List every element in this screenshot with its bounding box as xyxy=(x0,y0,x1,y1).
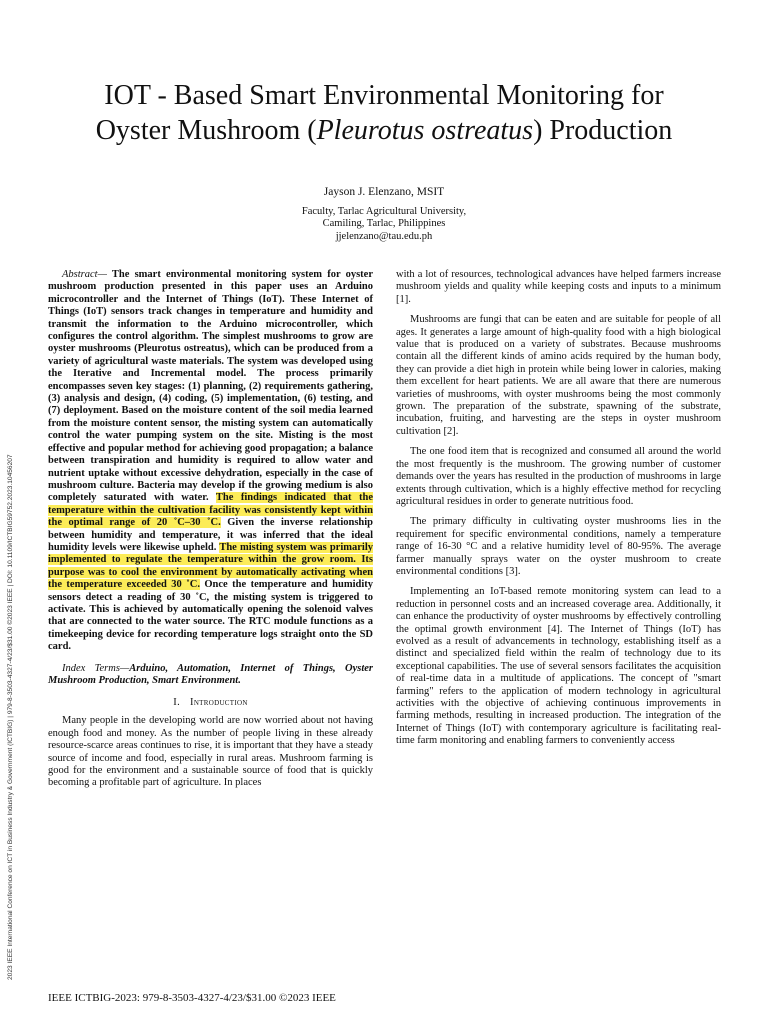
author-email: jjelenzano@tau.edu.ph xyxy=(335,230,433,242)
author-affiliation-line-1: Faculty, Tarlac Agricultural University, xyxy=(301,205,467,217)
body-paragraph-2: Mushrooms are fungi that can be eaten and are suitable for people of all ages. It generates a large amount of high-quality food with a high biological value that is produced on a variety of substrates. Because mushrooms contain all the different kinds of amino acids required by the human body, they can provide a diet high in protein while being lower in calories, making them excellent for heart patients. We are all aware that there are numerous varieties of mushrooms, with oyster mushrooms being the most commonly grown. The preparation of the substrate, spawning of the substrate, incubation, fruiting, and harvesting are the steps in oyster mushroom cultivation [2]. xyxy=(396,314,721,437)
index-terms xyxy=(48,663,373,688)
body-paragraph-5: Implementing an IoT-based remote monitoring system can lead to a reduction in personnel costs and an increased coverage area. Additionally, it can enhance the productivity of oyster mushrooms by effectively controlling the optimal growth environment [4]. The Internet of Things (IoT) has evolved as a result of advancements in technology, establishing itself as a distinct and specialized field within the realm of technology due to its exceptional capabilities. The use of several sensors facilitates the acquisition of real-time data in a multitude of applications. The concept of "smart farming" refers to the application of modern technology in agricultural activities with the objective of achieving continuous improvements in farming methods, resulting in increased production. The integration of the Internet of Things (IoT) with contemporary agriculture is facilitating real-time farm monitoring and enabling farmers to conveniently access xyxy=(396,586,721,747)
body-paragraph-3: The one food item that is recognized and consumed all around the world the most frequently is the mushroom. The growing number of customer demands over the years has resulted in the production of mushrooms in large extents through cultivation, which is a highly effective method for recycling agricultural residues in order to generate nutritious food. xyxy=(396,446,721,507)
title-line-2-prefix: Oyster Mushroom ( xyxy=(95,115,317,146)
page-footer: IEEE ICTBIG-2023: 979-8-3503-4327-4/23/$31.00 ©2023 IEEE xyxy=(48,992,336,1004)
left-column xyxy=(48,269,373,790)
index-terms-text: Arduino, Automation, Internet of Things, Oyster Mushroom Production, Smart Environment. xyxy=(48,662,373,686)
author-affiliation-line-2: Camiling, Tarlac, Philippines xyxy=(322,218,446,229)
abstract-lead: Abstract— xyxy=(62,269,107,280)
section-heading-introduction xyxy=(48,697,373,708)
doi-side-note: 2023 IEEE International Conference on ICT in Business Industry & Government (ICTBIG) | 979-8-3503-4327-4/23/$31.00 ©2023 IEEE | DOI: 10.1109/ICTBIG59752.2023.10456207 xyxy=(7,454,14,980)
section-title: Introduction xyxy=(190,697,248,709)
title-line-2-suffix: ) Production xyxy=(533,115,673,146)
abstract-part-2: Given the inverse relationship between humidity and temperature, it was inferred that the ideal humidity levels were likewise upheld. xyxy=(48,517,374,553)
body-paragraph-4: The primary difficulty in cultivating oyster mushrooms lies in the requirement for specific environmental conditions, namely a temperature range of 16-30 °C and a relative humidity level of 80-95%. The average farmer manually sprays water on the oyster mushroom to create environmental conditions [3]. xyxy=(396,516,721,577)
abstract-highlight-2: The misting system was primarily implemented to regulate the temperature within the grow room. Its purpose was to cool the environment by automatically activating when the temperature exceeded 30 ˚C. xyxy=(48,541,373,591)
author-name: Jayson J. Elenzano, MSIT xyxy=(323,186,445,198)
index-terms-lead: Index Terms— xyxy=(62,662,130,674)
abstract-part-1: The smart environmental monitoring system for oyster mushroom production presented in this paper uses an Arduino microcontroller and the Internet of Things (IoT). These Internet of Things (IoT) sensors track changes in temperature and humidity and transmit the information to the Arduino microcontroller, which configures the control algorithm. The simplest mushrooms to grow are oyster mushrooms (Pleurotus ostreatus), which can be produced from a variety of agricultural waste materials. The system was developed using the Iterative and Incremental model. The process primarily encompasses seven key stages: (1) planning, (2) requirements gathering, (3) analysis and design, (4) coding, (5) implementation, (6) testing, and (7) deployment. Based on the moisture content of the soil media learned from the moisture content sensor, the misting system can automatically control the water pumping system on the site. Misting is the most effective and popular method for achieving good propagation; a balance between transpiration and humidity is required to allow water and nutrient uptake without excessive dehydration, especially in the case of mushroom culture. Bacteria may develop if the growing medium is also completely saturated with water. xyxy=(48,269,373,504)
body-paragraph-1: with a lot of resources, technological advances have helped farmers increase mushroom yields and quality while keeping costs and inputs to a minimum [1]. xyxy=(396,269,721,305)
right-column xyxy=(396,269,721,748)
section-number: I. xyxy=(173,697,181,709)
abstract-highlight-1: The findings indicated that the temperature within the cultivation facility was consistently kept within the optimal range of 20 ˚C–30 ˚C. xyxy=(48,492,373,529)
title-line-1: IOT - Based Smart Environmental Monitoring for xyxy=(104,80,664,111)
abstract xyxy=(48,269,373,654)
paper-title xyxy=(40,78,728,148)
abstract-part-3: Once the temperature and humidity sensors detect a reading of 30 ˚C, the misting system is triggered to activate. This is achieved by automatically opening the solenoid valves that are connected to the water source. The RTC module functions as a timekeeping device for recording temperature logs straight onto the SD card. xyxy=(48,579,373,653)
author-block xyxy=(184,186,584,243)
title-species-name: Pleurotus ostreatus xyxy=(316,115,534,146)
intro-paragraph-1: Many people in the developing world are now worried about not having enough food and money. As the number of people living in these already resource-scarce areas continues to rise, it is important that they have a steady source of income and food, especially in rural areas. Mushroom farming is good for the environment and a sustainable source of food that is quickly becoming a profitable part of agriculture. In places xyxy=(48,715,373,789)
